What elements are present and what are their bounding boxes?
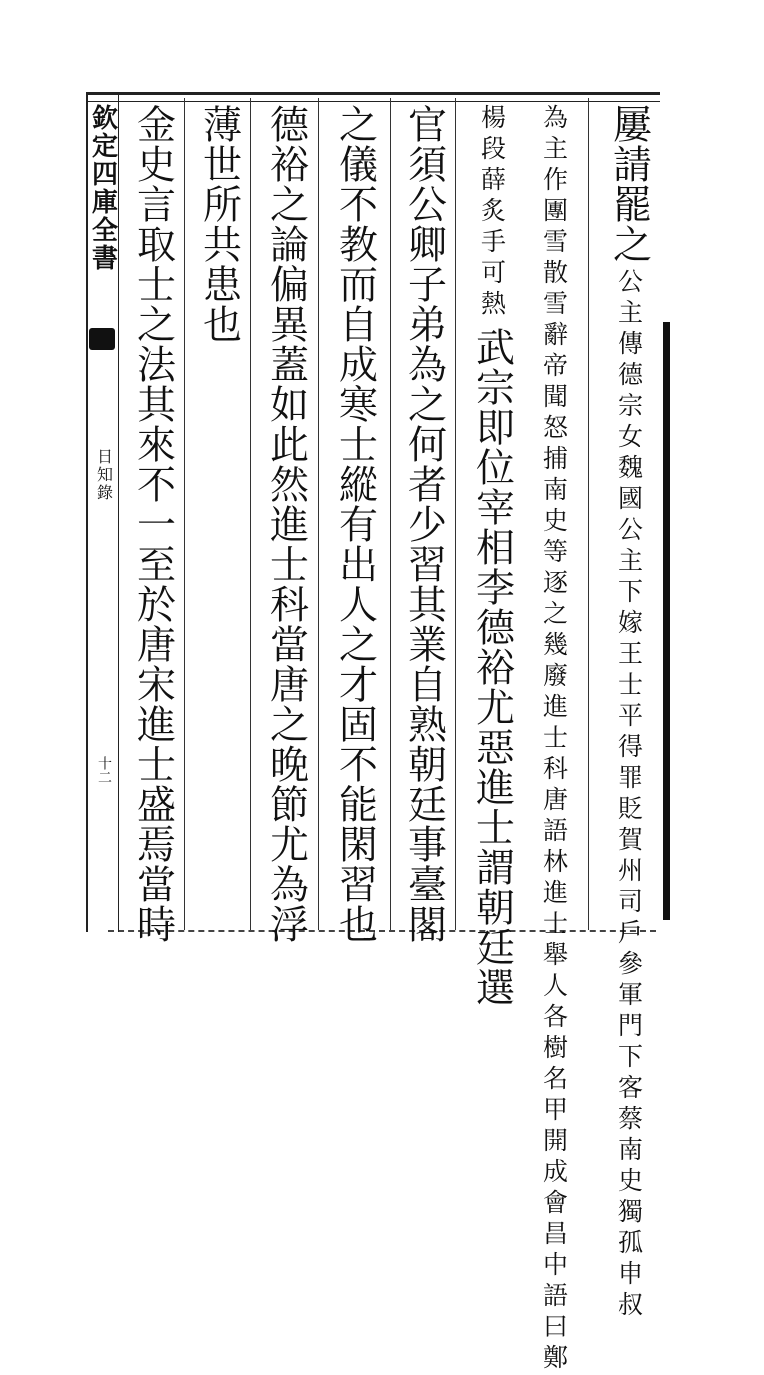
text-column-1 — [600, 104, 658, 1322]
text-column-5 — [326, 104, 384, 944]
gutter-strip — [89, 104, 117, 272]
annotation-text: 為主作團雪散雪辭帝聞怒捕南史等逐之幾廢進士科唐語林進士舉人各樹名甲開成會昌中語曰鄭 — [539, 104, 569, 1375]
book-title-block — [92, 448, 116, 502]
binding-bar — [663, 322, 670, 920]
annotation-text: 公主傳德宗女魏國公主下嫁王士平得罪貶賀州司戶參軍門下客蔡南史獨孤申叔 — [614, 268, 644, 1322]
text-column-8 — [124, 104, 182, 944]
main-text: 武宗即位宰相李德裕尤惡進士謂朝廷選 — [469, 327, 515, 1007]
text-column-4 — [396, 104, 452, 944]
volume-badge — [89, 328, 115, 350]
column-divider — [390, 98, 391, 930]
main-text: 屢請罷之 — [606, 104, 652, 264]
main-text: 德裕之論偏異蓋如此然進士科當唐之晚節尤為浮 — [263, 104, 309, 944]
column-divider — [250, 98, 251, 930]
text-column-6 — [258, 104, 314, 944]
main-text: 薄世所共患也 — [196, 104, 242, 344]
page-number: 十二 — [96, 756, 112, 784]
main-text: 金史言取士之法其來不一至於唐宋進士盛焉當時 — [130, 104, 176, 944]
series-title: 欽定四庫全書 — [87, 104, 118, 272]
top-border — [86, 92, 660, 102]
text-column-3 — [462, 104, 522, 1007]
column-divider — [588, 98, 589, 930]
column-divider — [455, 98, 456, 930]
book-title: 日知錄 — [94, 448, 114, 502]
column-divider — [184, 98, 185, 930]
page-number-block — [93, 756, 115, 784]
text-column-7 — [192, 104, 246, 344]
main-text: 官須公卿子弟為之何者少習其業自熟朝廷事臺閣 — [401, 104, 447, 944]
main-text: 之儀不教而自成寒士縱有出人之才固不能閑習也 — [332, 104, 378, 944]
column-divider — [318, 98, 319, 930]
text-column-2 — [524, 104, 584, 1375]
annotation-text: 楊段薛炙手可熱 — [477, 104, 507, 321]
